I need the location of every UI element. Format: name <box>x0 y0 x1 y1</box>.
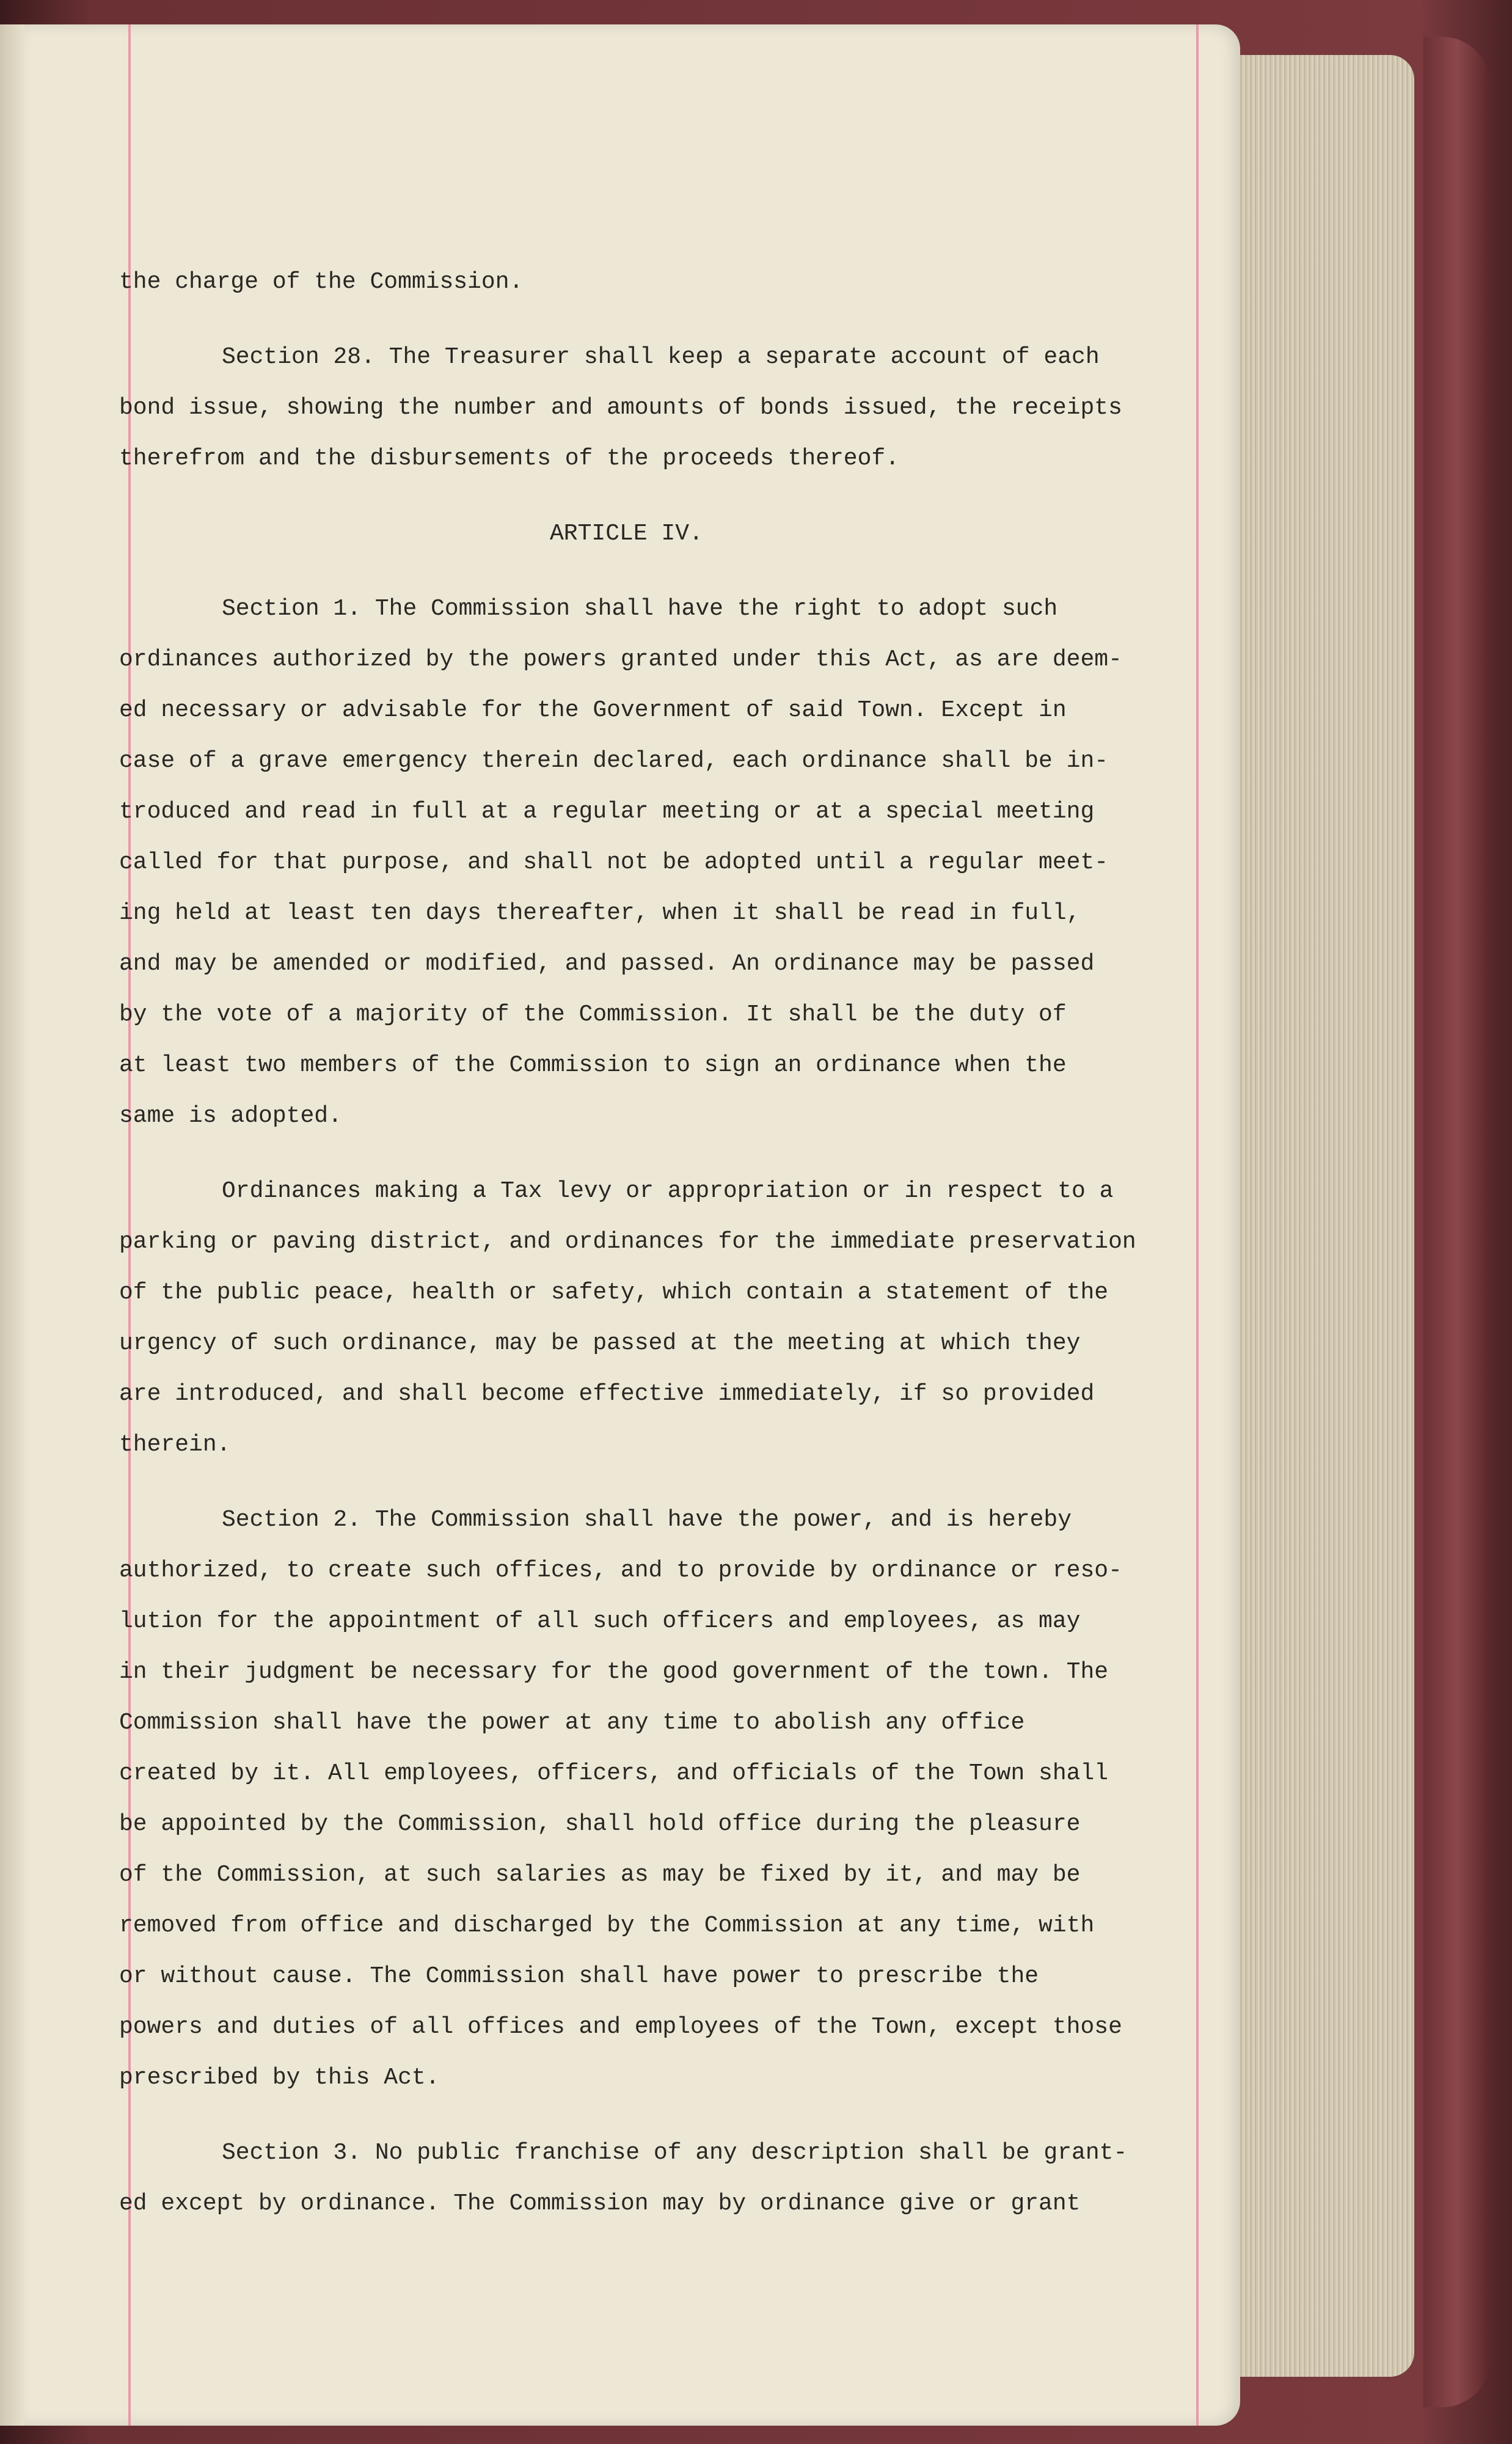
text-line: bond issue, showing the number and amounts of bonds issued, the receipts <box>119 395 1122 421</box>
text-line: are introduced, and shall become effective immediately, if so provided <box>119 1381 1095 1407</box>
text-line: urgency of such ordinance, may be passed at the meeting at which they <box>119 1330 1081 1356</box>
section-1-heading-line: Section 1. The Commission shall have the right to adopt such <box>222 596 1058 622</box>
facing-page-edge <box>0 24 24 2426</box>
text-line: created by it. All employees, officers, and officials of the Town shall <box>119 1760 1109 1787</box>
ordinances-paragraph-first-line: Ordinances making a Tax levy or appropriation or in respect to a <box>222 1178 1114 1204</box>
text-line: therefrom and the disbursements of the proceeds thereof. <box>119 445 900 472</box>
text-line: ing held at least ten days thereafter, when it shall be read in full, <box>119 900 1081 926</box>
text-line: or without cause. The Commission shall have power to prescribe the <box>119 1963 1039 1989</box>
text-line: the charge of the Commission. <box>119 269 524 295</box>
text-line: troduced and read in full at a regular meeting or at a special meeting <box>119 799 1095 825</box>
text-line: at least two members of the Commission to sign an ordinance when the <box>119 1052 1067 1078</box>
text-line: called for that purpose, and shall not be adopted until a regular meet- <box>119 849 1109 876</box>
section-3-heading-line: Section 3. No public franchise of any description shall be grant- <box>222 2140 1128 2166</box>
text-line: authorized, to create such offices, and to provide by ordinance or reso- <box>119 1557 1122 1584</box>
text-line: parking or paving district, and ordinances for the immediate preservation <box>119 1229 1136 1255</box>
text-line: ed necessary or advisable for the Government of said Town. Except in <box>119 697 1067 723</box>
text-line: therein. <box>119 1432 231 1458</box>
section-2-heading-line: Section 2. The Commission shall have the power, and is hereby <box>222 1507 1072 1533</box>
page-text <box>119 257 1225 2229</box>
text-line: removed from office and discharged by the Commission at any time, with <box>119 1912 1095 1939</box>
text-line: ordinances authorized by the powers granted under this Act, as are deem- <box>119 646 1122 673</box>
text-line: ed except by ordinance. The Commission may by ordinance give or grant <box>119 2190 1081 2217</box>
text-line: of the Commission, at such salaries as may be fixed by it, and may be <box>119 1862 1081 1888</box>
text-line: be appointed by the Commission, shall hold office during the pleasure <box>119 1811 1081 1837</box>
text-line: powers and duties of all offices and employees of the Town, except those <box>119 2014 1122 2040</box>
section-28-heading-line: Section 28. The Treasurer shall keep a separate account of each <box>222 344 1100 370</box>
text-line: and may be amended or modified, and passed. An ordinance may be passed <box>119 951 1095 977</box>
text-line: case of a grave emergency therein declared, each ordinance shall be in- <box>119 748 1109 774</box>
text-line: same is adopted. <box>119 1103 342 1129</box>
text-line: prescribed by this Act. <box>119 2065 440 2091</box>
text-line: in their judgment be necessary for the good government of the town. The <box>119 1659 1109 1685</box>
page-block-edges <box>1228 55 1414 2377</box>
text-line: lution for the appointment of all such officers and employees, as may <box>119 1608 1081 1634</box>
text-line: of the public peace, health or safety, which contain a statement of the <box>119 1279 1109 1306</box>
article-heading: ARTICLE IV. <box>550 521 703 547</box>
book-spine-edge <box>1423 37 1491 2407</box>
text-line: Commission shall have the power at any time to abolish any office <box>119 1710 1025 1736</box>
text-line: by the vote of a majority of the Commission. It shall be the duty of <box>119 1001 1067 1028</box>
